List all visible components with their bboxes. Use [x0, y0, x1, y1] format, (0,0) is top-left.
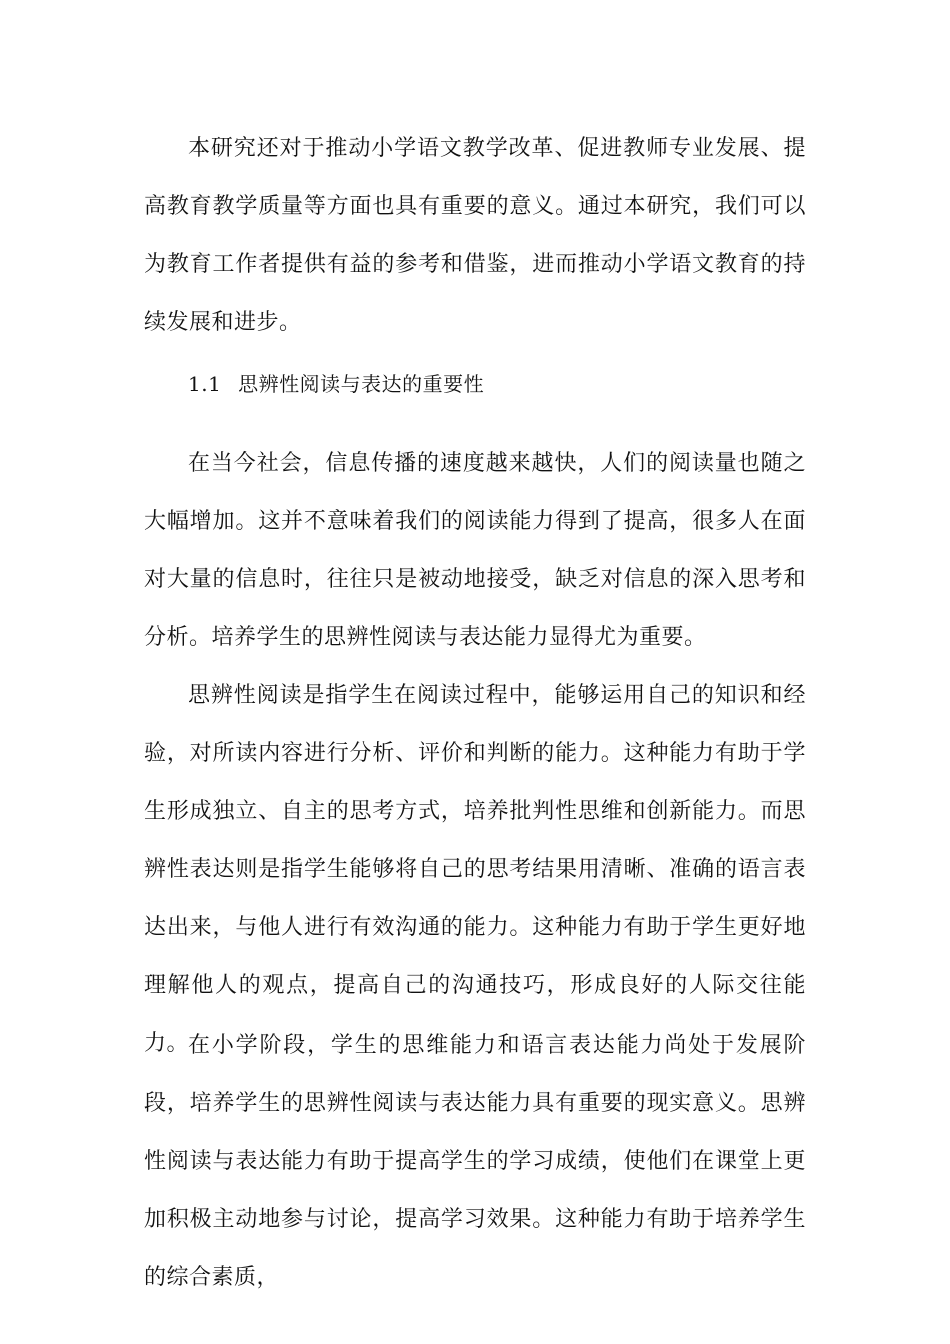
paragraph: 思辨性阅读是指学生在阅读过程中，能够运用自己的知识和经验，对所读内容进行分析、评价和判断的能力。这种能力有助于学生形成独立、自主的思考方式，培养批判性思维和创新能力。而思辨性表达则是指学生能够将自己的思考结果用清晰、准确的语言表达出来，与他人进行有效沟通的能力。这种能力有助于学生更好地理解他人的观点，提高自己的沟通技巧，形成良好的人际交往能力。	[144, 683, 806, 1056]
paragraph-intro: 本研究还对于推动小学语文教学改革、促进教师专业发展、提高教育教学质量等方面也具有重要的意义。通过本研究，我们可以为教育工作者提供有益的参考和借鉴，进而推动小学语文教育的持续发展和进步。	[144, 136, 806, 335]
paragraph: 在当今社会，信息传播的速度越来越快，人们的阅读量也随之大幅增加。这并不意味着我们的阅读能力得到了提高，很多人在面对大量的信息时，往往只是被动地接受，缺乏对信息的深入思考和分析。培养学生的思辨性阅读与表达能力显得尤为重要。	[144, 451, 806, 650]
section-heading	[188, 355, 484, 413]
section-number: 1.1	[188, 372, 222, 396]
section-title: 思辨性阅读与表达的重要性	[238, 372, 485, 396]
paragraph: 在小学阶段，学生的思维能力和语言表达能力尚处于发展阶段，培养学生的思辨性阅读与表达能力具有重要的现实意义。思辨性阅读与表达能力有助于提高学生的学习成绩，使他们在课堂上更加积极主动地参与讨论，提高学习效果。这种能力有助于培养学生的综合素质，	[144, 1033, 806, 1290]
